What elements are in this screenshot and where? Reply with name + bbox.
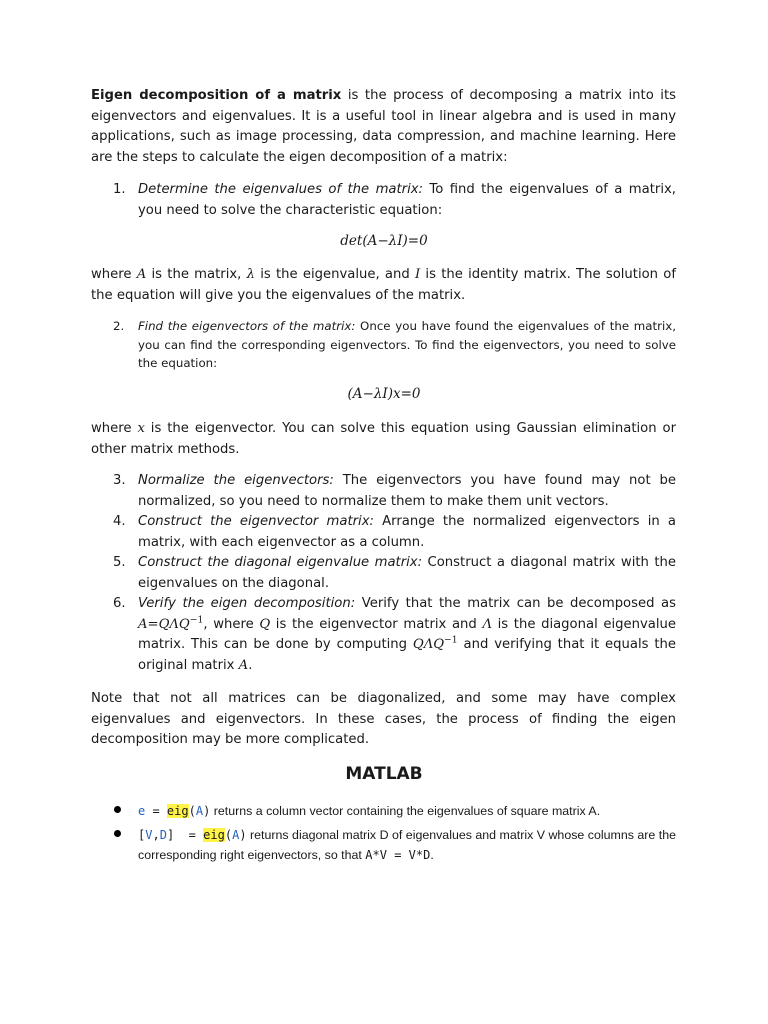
equation-product: QΛQ <box>412 637 445 652</box>
code-eig: eig <box>166 804 189 818</box>
where-text: is the identity matrix. The solution of the equation will give you the eigenvalues of the matrix. <box>91 267 676 303</box>
symbol-q: Q <box>259 616 271 632</box>
code-paren: ) <box>239 828 247 842</box>
where-text: where <box>91 267 137 282</box>
step-1-text: To find the eigenvalues of a matrix, you need to solve the characteristic equation: <box>138 182 676 218</box>
equation-2: (A−λI)x=0 <box>347 386 421 402</box>
code-arg-a: A <box>232 828 240 842</box>
step-4-text: Arrange the normalized eigenvectors in a matrix, with each eigenvector as a column. <box>138 514 676 550</box>
code-arg-a: A <box>195 804 204 818</box>
symbol-a: A <box>238 657 249 673</box>
step-2 <box>91 317 676 373</box>
where-text: is the eigenvalue, and <box>254 267 415 282</box>
step-5-text: Construct a diagonal matrix with the eigenvalues on the diagonal. <box>138 555 676 591</box>
where-text: is the eigenvector. You can solve this equation using Gaussian elimination or other matrix methods. <box>91 421 676 457</box>
step-6-text: , where <box>203 616 260 632</box>
step-3 <box>91 471 676 512</box>
step-6-text: Verify that the matrix can be decomposed as <box>355 596 676 611</box>
code-e: e <box>138 804 146 818</box>
step-4-title: Construct the eigenvector matrix: <box>138 514 374 529</box>
intro-term: Eigen decomposition of a matrix <box>91 88 342 103</box>
code-eig: eig <box>203 828 225 842</box>
code-paren: ) <box>203 804 211 818</box>
superscript-inverse: −1 <box>189 614 204 626</box>
matlab-heading: MATLAB <box>345 764 423 784</box>
symbol-i: I <box>414 267 421 282</box>
step-6 <box>91 594 676 676</box>
step-3-text: The eigenvectors you have found may not be normalized, so you need to normalize them to make them unit vectors. <box>138 473 676 509</box>
bullet-2-text: returns diagonal matrix D of eigenvalues and matrix V whose columns are the corresponding right eigenvectors, so that <box>138 828 676 862</box>
step-4 <box>91 512 676 553</box>
step-5-number: 5. <box>113 555 126 570</box>
step-2-title: Find the eigenvectors of the matrix: <box>138 319 356 333</box>
step-1-number: 1. <box>113 182 126 197</box>
equation-1: det(A−λI)=0 <box>340 233 428 249</box>
code-paren: ( <box>188 804 196 818</box>
bullet-2-text: . <box>430 847 434 862</box>
step-1 <box>91 180 676 221</box>
step-5 <box>91 553 676 594</box>
step-3-number: 3. <box>113 473 126 488</box>
step-6-text: is the diagonal eigenvalue matrix. This can be done by computing <box>138 616 677 652</box>
step-5-title: Construct the diagonal eigenvalue matrix: <box>138 555 423 570</box>
bullet-1-text: returns a column vector containing the eigenvalues of square matrix A. <box>210 804 601 818</box>
symbol-lambda: λ <box>246 267 255 282</box>
step-2-number: 2. <box>113 319 125 333</box>
code-bracket: ] <box>166 828 175 842</box>
code-paren: ( <box>224 828 233 842</box>
matlab-bullet-1 <box>91 802 676 822</box>
code-equals: = <box>145 804 167 818</box>
matlab-bullet-2 <box>91 826 676 865</box>
intro-paragraph <box>91 86 676 168</box>
code-bracket: [ <box>138 828 146 842</box>
code-v: V <box>145 828 153 842</box>
step-6-text: and verifying that it equals the original matrix <box>138 637 676 673</box>
step-6-text: . <box>248 657 253 673</box>
step-1-where <box>91 265 676 306</box>
code-identity: A*V = V*D <box>365 847 431 862</box>
symbol-x: x <box>137 421 145 436</box>
symbol-lambda-capital: Λ <box>482 616 492 632</box>
step-2-text: Once you have found the eigenvalues of the matrix, you can find the corresponding eigenvectors. To find the eigenvectors, you need to solve the equation: <box>138 319 676 370</box>
code-d: D <box>159 828 167 842</box>
where-text: where <box>91 421 138 436</box>
where-text: is the matrix, <box>146 267 247 282</box>
intro-text: is the process of decomposing a matrix into its eigenvectors and eigenvalues. It is a useful tool in linear algebra and is used in many applications, such as image processing, data compression, and machine learning. Here are the steps to calculate the eigen decomposition of a matrix: <box>91 88 677 165</box>
equation-eigenvector <box>0 386 768 402</box>
symbol-a: A <box>136 267 147 282</box>
step-1-title: Determine the eigenvalues of the matrix: <box>138 182 423 197</box>
step-3-title: Normalize the eigenvectors: <box>138 473 334 488</box>
code-comma: , <box>152 828 160 842</box>
equation-characteristic <box>0 233 768 249</box>
note-paragraph: Note that not all matrices can be diagonalized, and some may have complex eigenvalues and eigenvectors. In these cases, the process of finding the eigen decomposition may be more complicated. <box>91 691 676 747</box>
code-equals: = <box>174 828 204 842</box>
equation-decomposition: A=QΛQ <box>138 616 190 632</box>
step-6-number: 6. <box>113 596 126 611</box>
step-6-text: is the eigenvector matrix and <box>270 616 483 632</box>
superscript-inverse: −1 <box>444 634 458 646</box>
step-4-number: 4. <box>113 514 126 529</box>
step-2-where <box>91 419 676 460</box>
step-6-title: Verify the eigen decomposition: <box>138 596 356 611</box>
